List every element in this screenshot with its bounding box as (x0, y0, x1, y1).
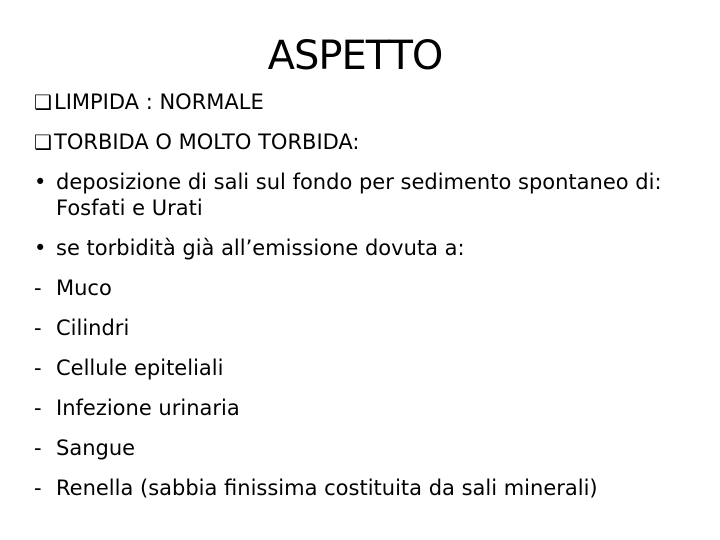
list-item-text: Cilindri (56, 316, 130, 340)
list-item-text: Renella (sabbia finissima costituita da sali minerali) (56, 476, 598, 500)
list-item (34, 268, 714, 308)
slide-title (0, 32, 720, 80)
dot-bullet-icon: • (34, 236, 47, 260)
dot-bullet-icon: • (34, 170, 47, 194)
slide-title-text: ASPETTO (267, 33, 443, 79)
list-item (34, 428, 714, 468)
list-item-text: TORBIDA O MOLTO TORBIDA: (54, 130, 360, 154)
dash-bullet-icon: - (34, 396, 42, 420)
list-item (34, 162, 714, 228)
dash-bullet-icon: - (34, 276, 42, 300)
list-item-text: LIMPIDA : NORMALE (54, 90, 264, 114)
list-item-text: se torbidità già all’emissione dovuta a: (56, 236, 465, 260)
list-item (34, 228, 714, 268)
list-item-text: deposizione di sali sul fondo per sedimento spontaneo di: Fosfati e Urati (56, 170, 662, 220)
list-item-text: Infezione urinaria (56, 396, 240, 420)
dash-bullet-icon: - (34, 476, 42, 500)
list-item (34, 122, 714, 162)
list-item (34, 348, 714, 388)
dash-bullet-icon: - (34, 436, 42, 460)
list-item (34, 388, 714, 428)
list-item (34, 82, 714, 122)
dash-bullet-icon: - (34, 316, 42, 340)
list-item (34, 468, 714, 508)
square-bullet-icon: ❑ (34, 130, 52, 154)
list-item (34, 308, 714, 348)
dash-bullet-icon: - (34, 356, 42, 380)
list-item-text: Cellule epiteliali (56, 356, 224, 380)
bullet-list (34, 82, 714, 508)
square-bullet-icon: ❑ (34, 90, 52, 114)
list-item-text: Sangue (56, 436, 136, 460)
list-item-text: Muco (56, 276, 112, 300)
